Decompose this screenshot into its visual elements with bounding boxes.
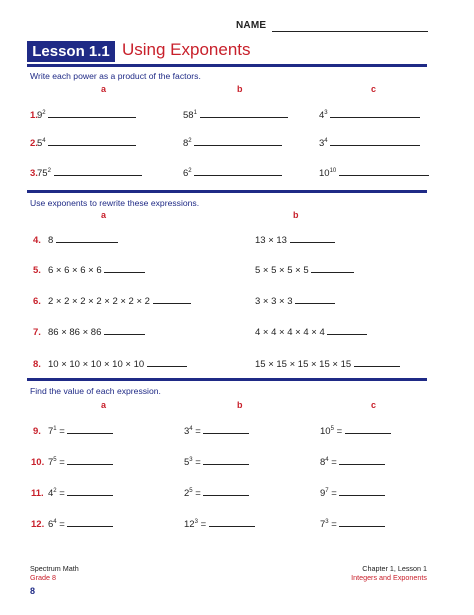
power — [319, 168, 336, 179]
problem-b — [184, 519, 255, 530]
power-base: 7 — [320, 519, 326, 531]
footer-topic: Integers and Exponents — [351, 573, 427, 582]
power-base: 4 — [48, 488, 54, 500]
expression: 6 × 6 × 6 × 6 — [48, 265, 102, 276]
power-base: 8 — [183, 138, 189, 150]
power — [48, 488, 57, 499]
power-exponent: 4 — [189, 426, 193, 432]
power-exponent: 2 — [188, 138, 192, 144]
problem-number: 10. — [31, 457, 45, 468]
answer-blank[interactable] — [339, 174, 429, 176]
power-base: 9 — [37, 110, 43, 122]
problem-b — [255, 359, 400, 370]
problem-a — [48, 235, 118, 246]
problem-number: 1. — [30, 110, 38, 121]
power-exponent: 3 — [324, 110, 328, 116]
problem-number: 3. — [30, 168, 38, 179]
equals-sign: = — [336, 426, 343, 438]
answer-blank[interactable] — [339, 494, 385, 496]
section2-col-b: b — [293, 210, 299, 220]
problem-a — [37, 110, 136, 121]
problem-c — [319, 168, 429, 179]
power-base: 3 — [184, 426, 190, 438]
equals-sign: = — [200, 519, 207, 531]
power — [184, 426, 193, 437]
answer-blank[interactable] — [104, 333, 145, 335]
answer-blank[interactable] — [203, 494, 249, 496]
answer-blank[interactable] — [354, 365, 400, 367]
power — [37, 168, 51, 179]
power-exponent: 2 — [47, 168, 51, 174]
problem-c — [320, 457, 385, 468]
problem-b — [255, 265, 354, 276]
power — [48, 519, 57, 530]
footer-grade: Grade 8 — [30, 573, 56, 582]
page-number: 8 — [30, 586, 36, 596]
section2-rule — [27, 378, 427, 381]
power-base: 8 — [320, 457, 326, 469]
power-base: 6 — [183, 168, 189, 180]
power-base: 58 — [183, 110, 194, 122]
problem-number: 2. — [30, 138, 38, 149]
answer-blank[interactable] — [295, 302, 335, 304]
problem-b — [184, 488, 249, 499]
power-exponent: 5 — [53, 457, 57, 463]
section2-instruction: Use exponents to rewrite these expressions. — [30, 198, 200, 208]
problem-a — [48, 327, 145, 338]
section1-instruction: Write each power as a product of the factors. — [30, 71, 201, 81]
power-exponent: 2 — [42, 110, 46, 116]
section3-col-b: b — [237, 400, 243, 410]
power-exponent: 7 — [325, 488, 329, 494]
section3-col-c: c — [371, 400, 377, 410]
problem-number: 7. — [33, 327, 41, 338]
power-base: 7 — [48, 426, 54, 438]
power-base: 75 — [37, 168, 48, 180]
expression: 2 × 2 × 2 × 2 × 2 × 2 × 2 — [48, 296, 150, 307]
equals-sign: = — [331, 488, 337, 500]
problem-c — [320, 488, 385, 499]
answer-blank[interactable] — [311, 271, 354, 273]
power — [183, 168, 192, 179]
problem-c — [319, 110, 420, 121]
equals-sign: = — [195, 488, 201, 500]
footer-series: Spectrum Math — [30, 564, 79, 573]
power — [320, 519, 329, 530]
section1-col-c: c — [371, 84, 377, 94]
power-base: 6 — [48, 519, 54, 531]
problem-c — [320, 426, 391, 437]
power-exponent: 4 — [325, 457, 329, 463]
power-exponent: 5 — [330, 426, 334, 432]
problem-b — [255, 327, 367, 338]
equals-sign: = — [195, 457, 201, 469]
power-exponent: 3 — [325, 519, 329, 525]
expression: 10 × 10 × 10 × 10 × 10 — [48, 359, 145, 370]
power-base: 7 — [48, 457, 54, 469]
problem-number: 4. — [33, 235, 41, 246]
answer-blank[interactable] — [330, 144, 420, 146]
problem-b — [183, 168, 282, 179]
footer-left — [30, 564, 79, 582]
lesson-badge: Lesson 1.1 — [27, 41, 115, 62]
section1-col-b: b — [237, 84, 243, 94]
expression: 3 × 3 × 3 — [255, 296, 293, 307]
answer-blank[interactable] — [54, 174, 142, 176]
problem-a — [48, 296, 191, 307]
problem-number: 12. — [31, 519, 45, 530]
problem-b — [184, 426, 249, 437]
problem-b — [255, 235, 335, 246]
answer-blank[interactable] — [290, 241, 335, 243]
answer-blank[interactable] — [345, 432, 391, 434]
power — [37, 110, 46, 121]
answer-blank[interactable] — [67, 525, 113, 527]
power-exponent: 2 — [53, 488, 57, 494]
equals-sign: = — [59, 457, 65, 469]
power-base: 4 — [319, 110, 325, 122]
footer-chapter: Chapter 1, Lesson 1 — [362, 564, 427, 573]
power-base: 10 — [320, 426, 331, 438]
power — [184, 519, 198, 530]
power — [48, 426, 57, 437]
equals-sign: = — [195, 426, 201, 438]
power — [320, 426, 334, 437]
problem-a — [48, 457, 113, 468]
answer-blank[interactable] — [194, 144, 282, 146]
power-base: 5 — [184, 457, 190, 469]
power-exponent: 5 — [189, 488, 193, 494]
power-base: 12 — [184, 519, 195, 531]
power-exponent: 4 — [42, 138, 46, 144]
answer-blank[interactable] — [209, 525, 255, 527]
section3-instruction: Find the value of each expression. — [30, 386, 161, 396]
problem-number: 9. — [33, 426, 41, 437]
footer-right — [351, 564, 427, 582]
problem-a — [48, 265, 145, 276]
problem-a — [48, 488, 113, 499]
power-exponent: 4 — [53, 519, 57, 525]
answer-blank[interactable] — [104, 271, 145, 273]
power-exponent: 4 — [324, 138, 328, 144]
power — [320, 488, 329, 499]
power — [319, 138, 328, 149]
expression: 4 × 4 × 4 × 4 × 4 — [255, 327, 325, 338]
power-base: 9 — [320, 488, 326, 500]
equals-sign: = — [331, 519, 337, 531]
power — [183, 138, 192, 149]
power — [184, 457, 193, 468]
answer-blank[interactable] — [67, 432, 113, 434]
power-base: 10 — [319, 168, 330, 180]
expression: 5 × 5 × 5 × 5 — [255, 265, 309, 276]
answer-blank[interactable] — [67, 463, 113, 465]
answer-blank[interactable] — [203, 463, 249, 465]
power-base: 3 — [319, 138, 325, 150]
power — [319, 110, 328, 121]
page-title: Using Exponents — [122, 40, 251, 59]
section2-col-a: a — [101, 210, 107, 220]
equals-sign: = — [59, 519, 65, 531]
equals-sign: = — [59, 426, 65, 438]
problem-number: 8. — [33, 359, 41, 370]
power — [184, 488, 193, 499]
problem-b — [255, 296, 335, 307]
problem-a — [37, 138, 136, 149]
problem-b — [184, 457, 249, 468]
answer-blank[interactable] — [339, 463, 385, 465]
problem-number: 6. — [33, 296, 41, 307]
problem-b — [183, 138, 282, 149]
power-exponent: 2 — [188, 168, 192, 174]
equals-sign: = — [331, 457, 337, 469]
power-base: 2 — [184, 488, 190, 500]
power-exponent: 3 — [189, 457, 193, 463]
answer-blank[interactable] — [48, 116, 136, 118]
expression: 8 — [48, 235, 54, 246]
problem-a — [48, 359, 187, 370]
title-rule — [27, 64, 427, 67]
answer-blank[interactable] — [203, 432, 249, 434]
power — [183, 110, 197, 121]
power — [48, 457, 57, 468]
answer-blank[interactable] — [67, 494, 113, 496]
answer-blank[interactable] — [48, 144, 136, 146]
problem-number: 11. — [31, 488, 44, 499]
equals-sign: = — [59, 488, 65, 500]
answer-blank[interactable] — [153, 302, 191, 304]
answer-blank[interactable] — [339, 525, 385, 527]
expression: 13 × 13 — [255, 235, 287, 246]
problem-c — [319, 138, 420, 149]
power-exponent: 3 — [194, 519, 198, 525]
power — [320, 457, 329, 468]
name-label: NAME — [236, 20, 267, 31]
expression: 15 × 15 × 15 × 15 × 15 — [255, 359, 352, 370]
problem-a — [37, 168, 142, 179]
problem-b — [183, 110, 288, 121]
power-exponent: 10 — [329, 168, 337, 174]
problem-number: 5. — [33, 265, 41, 276]
name-field[interactable] — [272, 31, 428, 32]
power — [37, 138, 46, 149]
answer-blank[interactable] — [327, 333, 367, 335]
section1-col-a: a — [101, 84, 107, 94]
answer-blank[interactable] — [147, 365, 187, 367]
answer-blank[interactable] — [194, 174, 282, 176]
power-exponent: 1 — [53, 426, 57, 432]
section3-col-a: a — [101, 400, 107, 410]
power-exponent: 1 — [193, 110, 197, 116]
problem-c — [320, 519, 385, 530]
answer-blank[interactable] — [56, 241, 118, 243]
answer-blank[interactable] — [200, 116, 288, 118]
answer-blank[interactable] — [330, 116, 420, 118]
problem-a — [48, 426, 113, 437]
expression: 86 × 86 × 86 — [48, 327, 102, 338]
power-base: 5 — [37, 138, 43, 150]
problem-a — [48, 519, 113, 530]
section1-rule — [27, 190, 427, 193]
